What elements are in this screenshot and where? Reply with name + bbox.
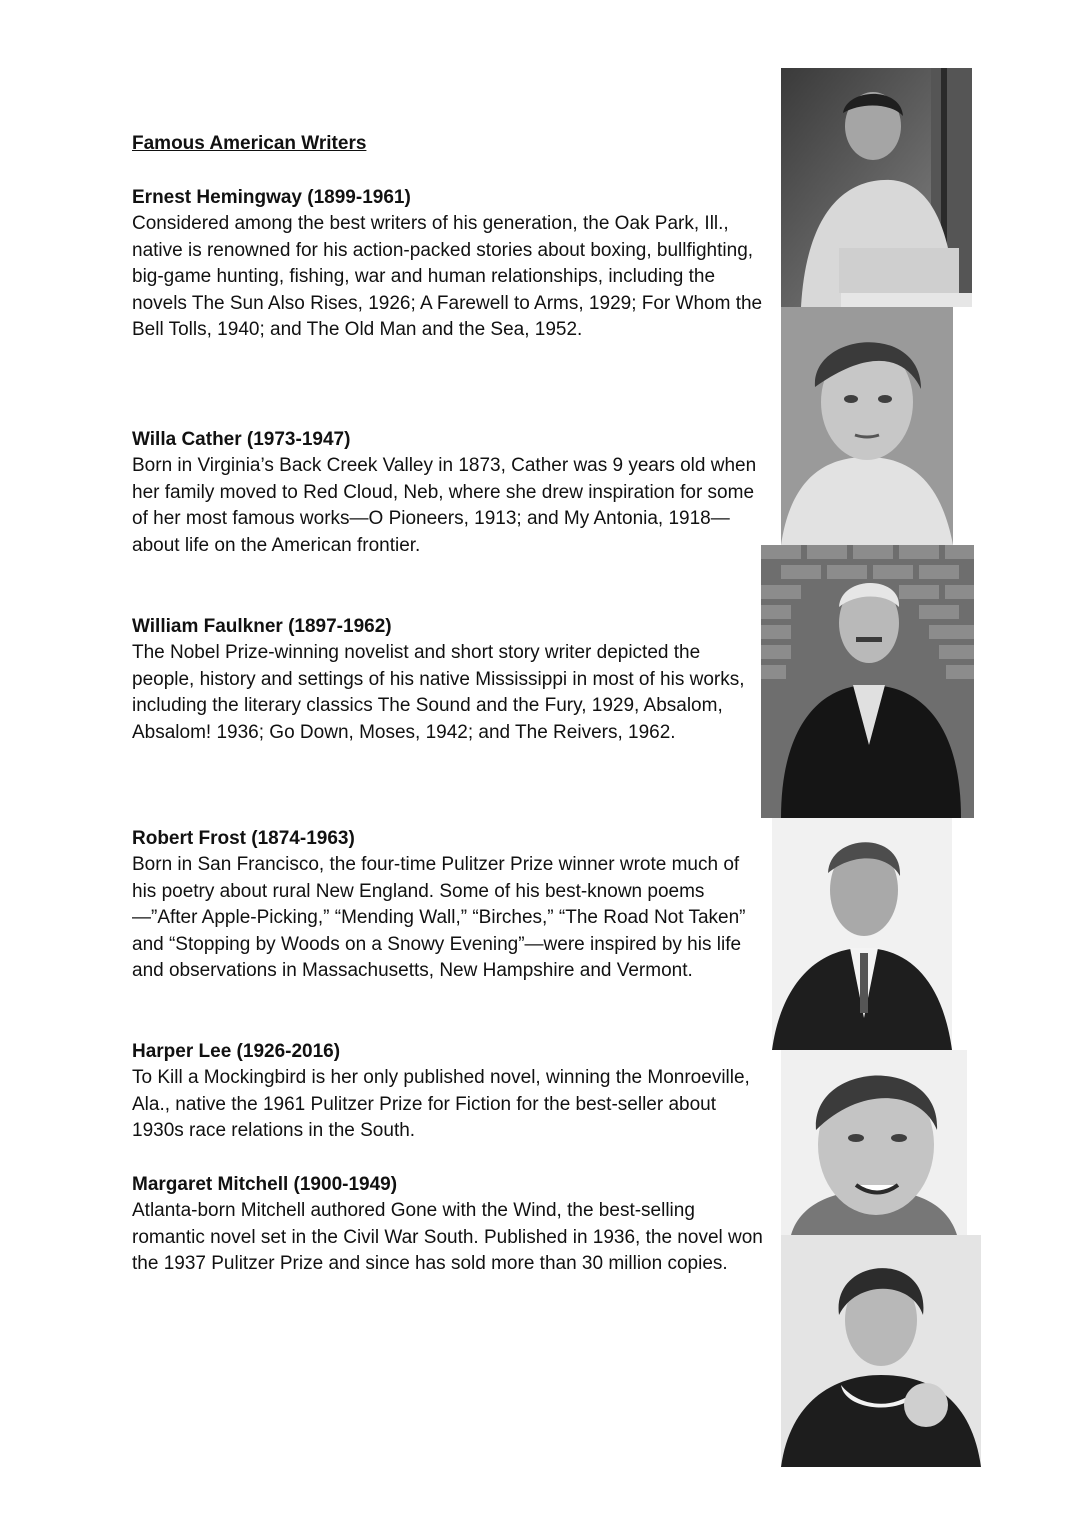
writer-bio: To Kill a Mockingbird is her only published novel, winning the Monroeville, Ala., native the 1961 Pulitzer Prize for Fiction for the best-seller about 1930s race relations in the South. <box>132 1067 750 1142</box>
writer-heading: Harper Lee (1926-2016) <box>132 1041 341 1062</box>
writer-heading: William Faulkner (1897-1962) <box>132 616 392 637</box>
writer-entry-frost <box>132 826 767 985</box>
portrait-frost <box>772 818 952 1050</box>
writer-bio: The Nobel Prize-winning novelist and short story writer depicted the people, history and settings of his native Mississippi in most of his works, including the literary classics The Sound and the Fury, 1929, Absalom, Absalom! 1936; Go Down, Moses, 1942; and The Reivers, 1962. <box>132 642 745 743</box>
portrait-lee <box>781 1050 967 1235</box>
writer-entry-hemingway <box>132 185 767 344</box>
writer-entry-mitchell <box>132 1172 767 1278</box>
portrait-faulkner <box>761 545 974 818</box>
portrait-mitchell <box>781 1235 981 1467</box>
writer-heading: Willa Cather (1973-1947) <box>132 429 351 450</box>
writer-entry-faulkner <box>132 614 767 746</box>
writer-bio: Born in Virginia’s Back Creek Valley in 1873, Cather was 9 years old when her family moved to Red Cloud, Neb, where she drew inspiration for some of her most famous works—O Pioneers, 1913; and My Antonia, 1918—about life on the American frontier. <box>132 455 757 556</box>
document-title: Famous American Writers <box>132 133 367 154</box>
writer-heading: Ernest Hemingway (1899-1961) <box>132 187 411 208</box>
writer-heading: Margaret Mitchell (1900-1949) <box>132 1174 398 1195</box>
portrait-cather <box>781 307 953 545</box>
writer-entry-lee <box>132 1039 767 1145</box>
portrait-hemingway <box>781 68 972 307</box>
writer-heading: Robert Frost (1874-1963) <box>132 828 355 849</box>
writer-bio: Considered among the best writers of his generation, the Oak Park, Ill., native is renowned for his action-packed stories about boxing, bullfighting, big-game hunting, fishing, war and human relationships, including the novels The Sun Also Rises, 1926; A Farewell to Arms, 1929; For Whom the Bell Tolls, 1940; and The Old Man and the Sea, 1952. <box>132 213 763 341</box>
writer-bio: Atlanta-born Mitchell authored Gone with the Wind, the best-selling romantic novel set in the Civil War South. Published in 1936, the novel won the 1937 Pulitzer Prize and since has sold more than 30 million copies. <box>132 1200 763 1275</box>
writer-entry-cather <box>132 427 767 559</box>
writer-bio: Born in San Francisco, the four-time Pulitzer Prize winner wrote much of his poetry about rural New England. Some of his best-known poems—”After Apple-Picking,” “Mending Wall,” “Birches,” “The Road Not Taken” and “Stopping by Woods on a Snowy Evening”—were inspired by his life and observations in Massachusetts, New Hampshire and Vermont. <box>132 854 746 982</box>
